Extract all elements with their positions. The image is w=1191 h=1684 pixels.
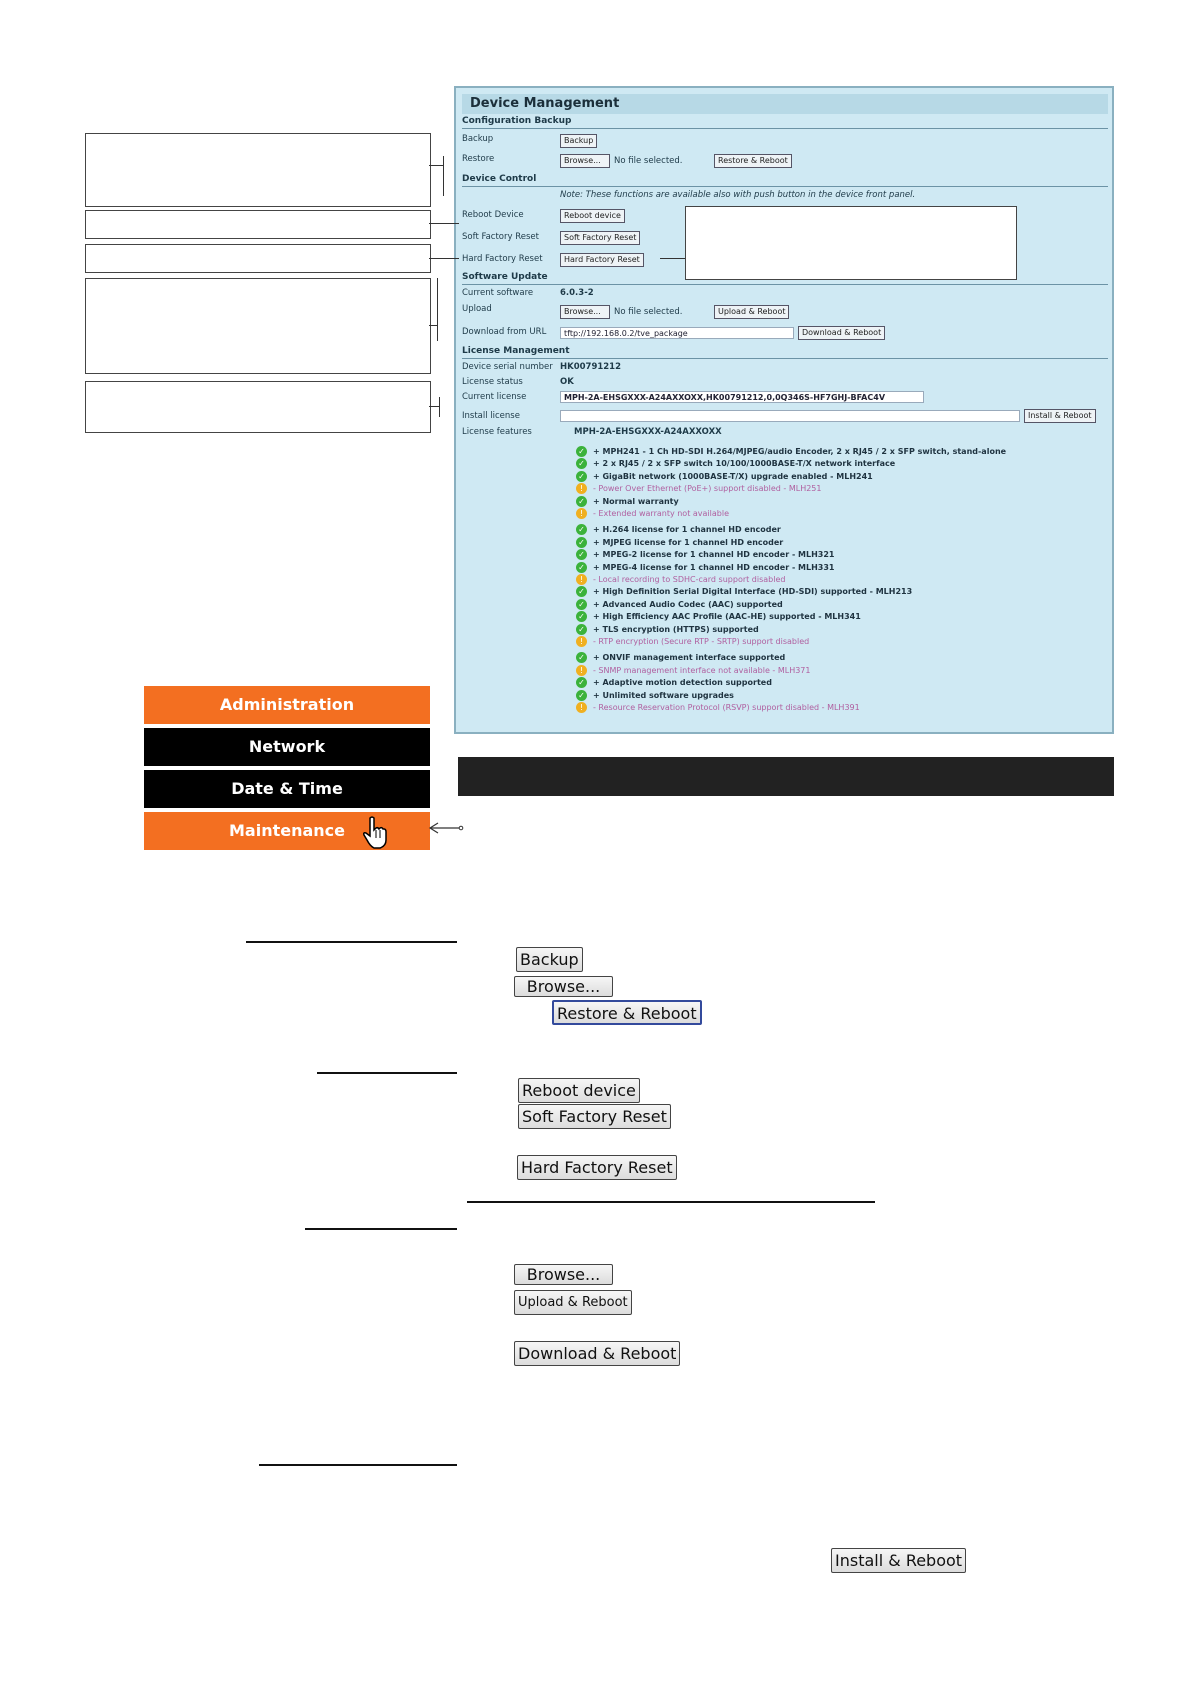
license-feature-item bbox=[576, 524, 781, 535]
license-status-value: OK bbox=[560, 377, 574, 387]
panel-title: Device Management bbox=[462, 94, 1108, 114]
callout-box-restore bbox=[85, 133, 431, 207]
doc-upload-reboot-button[interactable]: Upload & Reboot bbox=[514, 1290, 632, 1315]
menu-administration[interactable]: Administration bbox=[144, 686, 430, 724]
menu-date-time[interactable]: Date & Time bbox=[144, 770, 430, 808]
license-feature-text: - Local recording to SDHC-card support disabled bbox=[593, 575, 786, 584]
check-icon: ✓ bbox=[576, 471, 587, 482]
license-feature-text: + H.264 license for 1 channel HD encoder bbox=[593, 525, 781, 535]
leader-line bbox=[429, 406, 439, 407]
license-feature-item bbox=[576, 702, 860, 713]
check-icon: ✓ bbox=[576, 624, 587, 635]
check-icon: ✓ bbox=[576, 690, 587, 701]
check-icon: ✓ bbox=[576, 562, 587, 573]
license-feature-text: + Unlimited software upgrades bbox=[593, 690, 734, 700]
leader-line bbox=[437, 278, 438, 341]
heading-rule bbox=[259, 1464, 457, 1466]
license-feature-item bbox=[576, 624, 759, 635]
license-feature-text: + MPH241 - 1 Ch HD-SDI H.264/MJPEG/audio Encoder, 2 x RJ45 / 2 x SFP switch, stand-alone bbox=[593, 447, 1007, 456]
check-icon: ✓ bbox=[576, 599, 587, 610]
current-software-value: 6.0.3-2 bbox=[560, 288, 594, 298]
license-feature-item bbox=[576, 611, 861, 622]
license-feature-item bbox=[576, 549, 835, 560]
license-feature-text: + Normal warranty bbox=[593, 496, 679, 506]
license-feature-item bbox=[576, 483, 821, 494]
restore-reboot-button[interactable]: Restore & Reboot bbox=[714, 154, 792, 168]
doc-reboot-device-button[interactable]: Reboot device bbox=[518, 1078, 640, 1103]
label-soft-factory-reset: Soft Factory Reset bbox=[462, 232, 539, 242]
divider bbox=[462, 358, 1108, 359]
check-icon: ✓ bbox=[576, 549, 587, 560]
license-feature-text: + GigaBit network (1000BASE-T/X) upgrade enabled - MLH241 bbox=[593, 471, 873, 481]
license-feature-item bbox=[576, 562, 835, 573]
license-feature-text: + Advanced Audio Codec (AAC) supported bbox=[593, 599, 783, 609]
doc-install-reboot-button[interactable]: Install & Reboot bbox=[831, 1548, 966, 1573]
license-feature-item bbox=[576, 677, 772, 688]
license-feature-item bbox=[576, 537, 783, 548]
license-feature-item bbox=[576, 446, 1006, 457]
leader-line bbox=[443, 156, 444, 196]
section-device-control: Device Control bbox=[462, 174, 537, 184]
download-reboot-button[interactable]: Download & Reboot bbox=[798, 326, 885, 340]
license-feature-text: + Adaptive motion detection supported bbox=[593, 678, 772, 688]
hard-factory-reset-button[interactable]: Hard Factory Reset bbox=[560, 253, 644, 267]
label-license-features: License features bbox=[462, 427, 532, 437]
license-feature-text: + ONVIF management interface supported bbox=[593, 653, 786, 663]
license-feature-item bbox=[576, 636, 809, 647]
license-feature-text: + MPEG-2 license for 1 channel HD encoder - MLH321 bbox=[593, 550, 835, 560]
menu-network[interactable]: Network bbox=[144, 728, 430, 766]
soft-factory-reset-button[interactable]: Soft Factory Reset bbox=[560, 231, 640, 245]
hand-cursor-icon bbox=[362, 816, 390, 850]
doc-hard-factory-reset-button[interactable]: Hard Factory Reset bbox=[517, 1155, 677, 1180]
doc-soft-factory-reset-button[interactable]: Soft Factory Reset bbox=[518, 1104, 671, 1129]
callout-box-hard-reset bbox=[85, 244, 431, 273]
doc-restore-reboot-button[interactable]: Restore & Reboot bbox=[552, 1000, 702, 1025]
warning-icon: ! bbox=[576, 636, 587, 647]
leader-line bbox=[429, 258, 459, 259]
check-icon: ✓ bbox=[576, 677, 587, 688]
section-config-backup: Configuration Backup bbox=[462, 116, 572, 126]
device-control-note: Note: These functions are available also with push button in the device front panel. bbox=[560, 190, 916, 200]
license-feature-item bbox=[576, 508, 729, 519]
heading-rule bbox=[317, 1072, 457, 1074]
heading-rule bbox=[246, 941, 457, 943]
menu-maintenance-label: Maintenance bbox=[228, 821, 345, 840]
doc-backup-button[interactable]: Backup bbox=[516, 947, 583, 972]
arrow-left-icon bbox=[428, 822, 464, 834]
license-feature-text: + High Definition Serial Digital Interface (HD-SDI) supported - MLH213 bbox=[593, 587, 913, 597]
label-download-from-url: Download from URL bbox=[462, 327, 547, 337]
restore-browse-button[interactable]: Browse... bbox=[560, 154, 610, 168]
divider bbox=[462, 128, 1108, 129]
section-license-management: License Management bbox=[462, 346, 570, 356]
heading-rule bbox=[467, 1201, 875, 1203]
callout-box-license bbox=[85, 381, 431, 433]
label-restore: Restore bbox=[462, 154, 495, 164]
label-reboot-device: Reboot Device bbox=[462, 210, 524, 220]
leader-line bbox=[429, 165, 443, 166]
check-icon: ✓ bbox=[576, 586, 587, 597]
callout-box-soft-reset bbox=[85, 210, 431, 239]
divider bbox=[462, 284, 1108, 285]
warning-icon: ! bbox=[576, 665, 587, 676]
license-feature-text: + MJPEG license for 1 channel HD encoder bbox=[593, 537, 784, 547]
label-current-software: Current software bbox=[462, 288, 534, 298]
license-feature-item bbox=[576, 471, 873, 482]
check-icon: ✓ bbox=[576, 496, 587, 507]
upload-browse-button[interactable]: Browse... bbox=[560, 305, 610, 319]
reboot-device-button[interactable]: Reboot device bbox=[560, 209, 625, 223]
license-feature-text: + High Efficiency AAC Profile (AAC-HE) supported - MLH341 bbox=[593, 612, 861, 622]
license-feature-text: - RTP encryption (Secure RTP - SRTP) support disabled bbox=[593, 637, 810, 646]
leader-line bbox=[429, 223, 459, 224]
license-feature-item bbox=[576, 652, 785, 663]
download-url-field[interactable]: tftp://192.168.0.2/tve_package bbox=[560, 327, 794, 339]
license-feature-text: - SNMP management interface not available - MLH371 bbox=[593, 665, 811, 675]
doc-download-reboot-button[interactable]: Download & Reboot bbox=[514, 1341, 680, 1366]
license-feature-item bbox=[576, 574, 785, 585]
warning-icon: ! bbox=[576, 483, 587, 494]
license-feature-item bbox=[576, 599, 783, 610]
label-hard-factory-reset: Hard Factory Reset bbox=[462, 254, 543, 264]
license-feature-text: + TLS encryption (HTTPS) supported bbox=[593, 624, 759, 634]
header-bar bbox=[458, 757, 1114, 796]
license-feature-text: + 2 x RJ45 / 2 x SFP switch 10/100/1000BASE-T/X network interface bbox=[593, 459, 896, 469]
leader-line bbox=[429, 325, 437, 326]
label-install-license: Install license bbox=[462, 411, 520, 421]
license-feature-item bbox=[576, 496, 679, 507]
license-feature-text: - Power Over Ethernet (PoE+) support disabled - MLH251 bbox=[593, 484, 822, 494]
label-backup: Backup bbox=[462, 134, 494, 144]
restore-no-file: No file selected. bbox=[614, 156, 683, 166]
license-features-id: MPH-2A-EHSGXXX-A24AXXOXX bbox=[574, 427, 722, 437]
doc-browse-button[interactable]: Browse... bbox=[514, 976, 613, 997]
check-icon: ✓ bbox=[576, 446, 587, 457]
license-feature-item bbox=[576, 586, 912, 597]
leader-line bbox=[660, 258, 685, 259]
callout-box-note bbox=[685, 206, 1017, 280]
check-icon: ✓ bbox=[576, 611, 587, 622]
leader-line bbox=[439, 397, 440, 417]
section-software-update: Software Update bbox=[462, 272, 548, 282]
warning-icon: ! bbox=[576, 508, 587, 519]
license-feature-item bbox=[576, 665, 811, 676]
label-serial-number: Device serial number bbox=[462, 362, 553, 372]
warning-icon: ! bbox=[576, 574, 587, 585]
label-current-license: Current license bbox=[462, 392, 527, 402]
doc-browse-button-2[interactable]: Browse... bbox=[514, 1264, 613, 1285]
upload-reboot-button[interactable]: Upload & Reboot bbox=[714, 305, 789, 319]
callout-box-software-update bbox=[85, 278, 431, 374]
label-license-status: License status bbox=[462, 377, 523, 387]
install-license-field[interactable] bbox=[560, 410, 1020, 422]
warning-icon: ! bbox=[576, 702, 587, 713]
upload-no-file: No file selected. bbox=[614, 307, 683, 317]
install-reboot-button[interactable]: Install & Reboot bbox=[1024, 409, 1096, 423]
check-icon: ✓ bbox=[576, 524, 587, 535]
check-icon: ✓ bbox=[576, 458, 587, 469]
license-feature-text: - Resource Reservation Protocol (RSVP) support disabled - MLH391 bbox=[593, 703, 860, 712]
device-management-panel bbox=[454, 86, 1114, 734]
check-icon: ✓ bbox=[576, 537, 587, 548]
label-upload: Upload bbox=[462, 304, 492, 314]
current-license-field[interactable]: MPH-2A-EHSGXXX-A24AXXOXX,HK00791212,0,0Q346S-HF7GHJ-BFAC4V bbox=[560, 391, 924, 403]
license-feature-item bbox=[576, 690, 734, 701]
license-feature-text: - Extended warranty not available bbox=[593, 509, 729, 518]
license-feature-text: + MPEG-4 license for 1 channel HD encoder - MLH331 bbox=[593, 562, 835, 572]
serial-number-value: HK00791212 bbox=[560, 362, 622, 372]
divider bbox=[462, 186, 1108, 187]
license-feature-item bbox=[576, 458, 895, 469]
backup-button[interactable]: Backup bbox=[560, 134, 597, 148]
check-icon: ✓ bbox=[576, 652, 587, 663]
heading-rule bbox=[305, 1228, 457, 1230]
